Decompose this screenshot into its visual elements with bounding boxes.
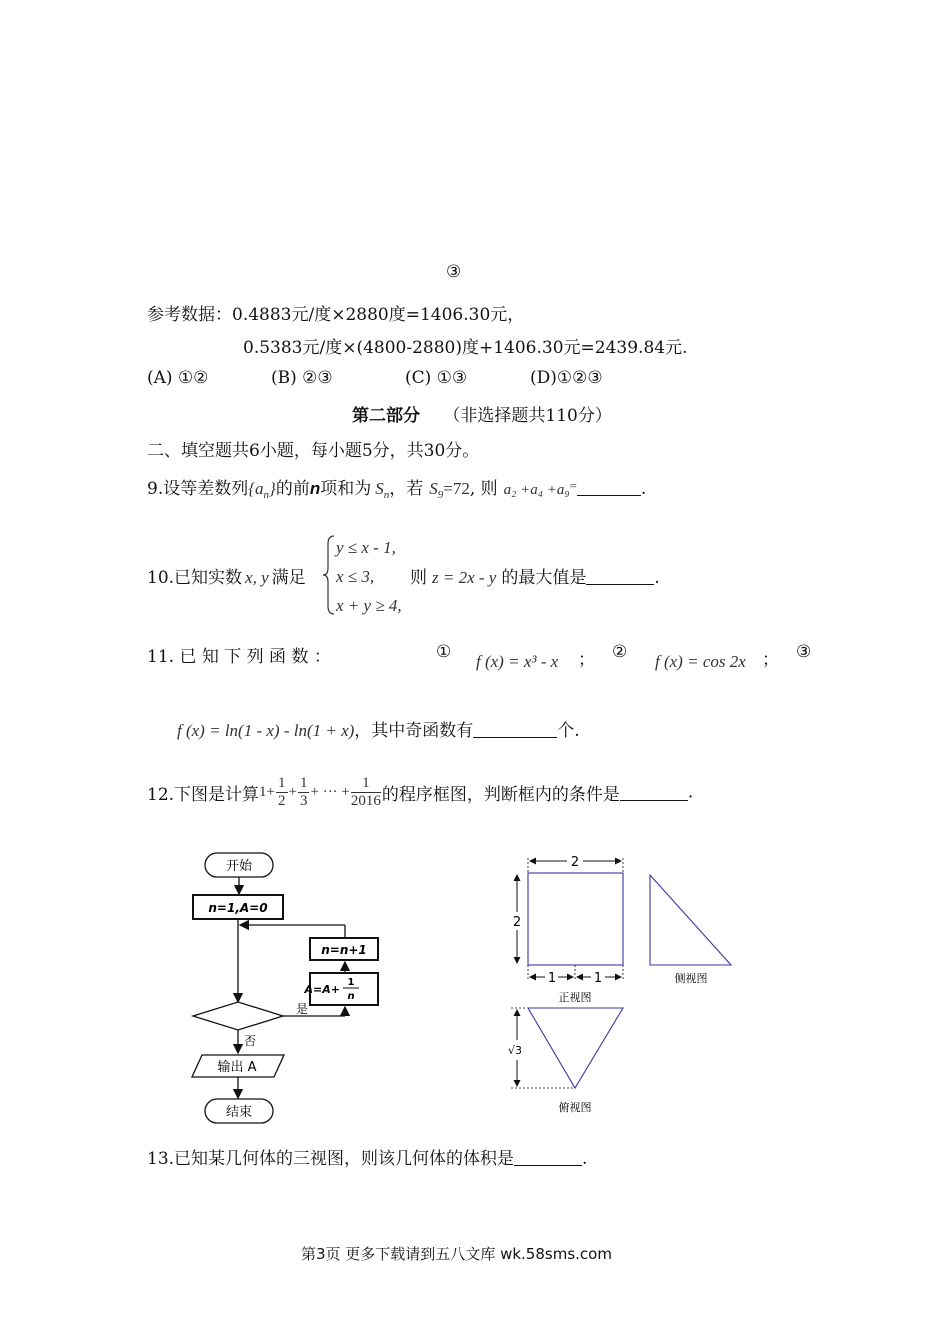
top-view-label: 俯视图 xyxy=(558,1101,592,1114)
q12-frac-2-num: 1 xyxy=(299,775,308,791)
flow-yes-label: 是 xyxy=(296,1002,309,1016)
flow-update-num: 1 xyxy=(347,977,355,988)
q10-constraint-3: x + y ≥ 4, xyxy=(336,596,402,615)
q12-plus-2: + ··· + xyxy=(310,784,350,800)
q11-num-1: ① xyxy=(436,642,452,662)
q9-s: S xyxy=(375,479,384,498)
q12-prefix: 12.下图是计算 xyxy=(147,785,260,805)
q11-func-3: f (x) = ln(1 - x) - ln(1 + x) xyxy=(177,721,355,740)
question-12 xyxy=(147,775,693,810)
q9-mid1: 的前 xyxy=(275,479,310,499)
q9-seq-close: } xyxy=(269,479,276,498)
flow-start-text: 开始 xyxy=(225,859,253,874)
q11-sep-1: ； xyxy=(578,650,595,670)
q12-one: 1+ xyxy=(259,784,276,800)
q10-prefix: 10.已知实数 xyxy=(147,568,243,588)
q10-suffix: 的最大值是 xyxy=(501,568,587,588)
q11-num-2: ② xyxy=(612,642,628,662)
question-9 xyxy=(147,474,646,501)
option-b: (B) ②③ xyxy=(271,368,333,388)
depth-label: √3 xyxy=(507,1044,523,1057)
flow-update-left: A=A+ xyxy=(304,983,340,996)
page-footer: 第3页 更多下载请到五八文库 wk.58sms.com xyxy=(301,1245,612,1263)
part2-title: 第二部分 xyxy=(352,406,420,426)
q11-func-1: f (x) = x³ - x xyxy=(476,652,559,671)
q9-end: . xyxy=(640,479,647,499)
q9-prefix: 9.设等差数列 xyxy=(147,479,249,499)
q11-sep-2: ； xyxy=(762,650,779,670)
side-view-triangle xyxy=(650,875,731,965)
option-item-3: ③ xyxy=(446,262,462,282)
part2-note: （非选择题共110分） xyxy=(443,406,612,426)
q10-constraint-1: y ≤ x - 1, xyxy=(336,538,396,557)
q10-end: . xyxy=(654,568,660,588)
q12-frac-3 xyxy=(351,775,381,810)
question-10-rest xyxy=(410,563,660,588)
q9-answer-blank[interactable] xyxy=(577,479,641,496)
flow-no-label: 否 xyxy=(244,1034,257,1048)
reference-label: 参考数据： xyxy=(147,305,232,325)
q10-then: 则 xyxy=(410,568,427,588)
reference-line-1 xyxy=(147,300,524,325)
q9-cond-sub: 9 xyxy=(437,489,444,501)
q9-mid3: ，若 xyxy=(389,479,424,499)
q10-mid: 满足 xyxy=(271,568,306,588)
question-10-prefix xyxy=(147,563,306,588)
flow-output-text: 输出 A xyxy=(217,1060,257,1075)
side-view-label: 侧视图 xyxy=(674,972,708,985)
front-view-label: 正视图 xyxy=(558,991,592,1004)
q13-text: 13.已知某几何体的三视图，则该几何体的体积是 xyxy=(147,1149,515,1169)
question-13 xyxy=(147,1144,587,1169)
q9-sn xyxy=(375,479,390,501)
flow-decision-diamond xyxy=(193,1002,283,1030)
q12-frac-2-den: 3 xyxy=(299,793,308,809)
q13-end: . xyxy=(582,1149,588,1169)
q9-seq: {a xyxy=(248,479,264,498)
option-a: (A) ①② xyxy=(147,368,209,388)
width-label: 2 xyxy=(570,855,580,870)
section2-instruction: 二、填空题共6小题，每小题5分，共30分。 xyxy=(147,441,480,461)
q12-suffix: 的程序框图，判断框内的条件是 xyxy=(381,785,620,805)
question-11-line2 xyxy=(177,716,580,741)
q13-answer-blank[interactable] xyxy=(514,1149,582,1166)
q9-s-sub: n xyxy=(383,489,390,501)
q10-constraint-2: x ≤ 3, xyxy=(336,567,375,586)
q10-expr: z = 2x - y xyxy=(432,568,497,587)
height-label: 2 xyxy=(512,915,522,930)
q10-answer-blank[interactable] xyxy=(586,568,654,585)
q9-seq-sub: n xyxy=(263,489,270,501)
flow-end-text: 结束 xyxy=(225,1105,253,1120)
q9-cond-val: =72 xyxy=(443,479,470,498)
reference-calc-2: 0.5383元/度×(4800-2880)度+1406.30元=2439.84元. xyxy=(243,338,688,358)
q12-end: . xyxy=(687,782,694,803)
q9-condition xyxy=(429,479,470,501)
program-flowchart xyxy=(180,845,390,1130)
q11-answer-blank[interactable] xyxy=(473,721,557,738)
flow-init-text: n=1,A=0 xyxy=(208,901,268,915)
q12-plus-1: + xyxy=(288,784,297,800)
q10-vars: x, y xyxy=(245,568,269,587)
q12-frac-1-den: 2 xyxy=(278,793,286,809)
q12-frac-3-den: 2016 xyxy=(350,793,381,809)
q9-expr: a₂ +a₄ +a₉ xyxy=(503,482,570,498)
flow-inc-text: n=n+1 xyxy=(321,943,367,957)
q10-left-brace xyxy=(322,534,336,616)
q9-n: n xyxy=(309,479,321,498)
part2-heading xyxy=(352,401,612,426)
reference-calc-1: 0.4883元/度×2880度=1406.30元， xyxy=(232,305,525,325)
q12-frac-1 xyxy=(276,775,288,810)
front-view-square xyxy=(528,873,623,965)
q12-frac-3-num: 1 xyxy=(351,775,381,793)
q11-suffix: ，其中奇函数有 xyxy=(354,721,474,741)
q12-frac-1-num: 1 xyxy=(278,775,286,791)
q9-cond: S xyxy=(429,479,438,498)
q9-mid4: , 则 xyxy=(469,479,498,499)
q11-num-3: ③ xyxy=(796,642,812,662)
q12-answer-blank[interactable] xyxy=(620,784,688,801)
option-d: (D)①②③ xyxy=(530,368,603,388)
q12-frac-2 xyxy=(298,775,310,810)
half-left-label: 1 xyxy=(547,971,557,986)
half-right-label: 1 xyxy=(593,971,603,986)
option-c: (C) ①③ xyxy=(405,368,468,388)
top-view-triangle xyxy=(528,1008,623,1088)
q9-eq: = xyxy=(569,478,577,493)
q9-mid2: 项和为 xyxy=(320,479,372,499)
q11-end: 个. xyxy=(557,721,580,741)
three-view-diagram xyxy=(495,848,745,1118)
flow-update-den: n xyxy=(347,991,355,1002)
q11-prefix: 11. 已 知 下 列 函 数 ： xyxy=(147,647,331,667)
q11-func-2: f (x) = cos 2x xyxy=(655,652,746,671)
q9-sequence xyxy=(248,479,276,501)
